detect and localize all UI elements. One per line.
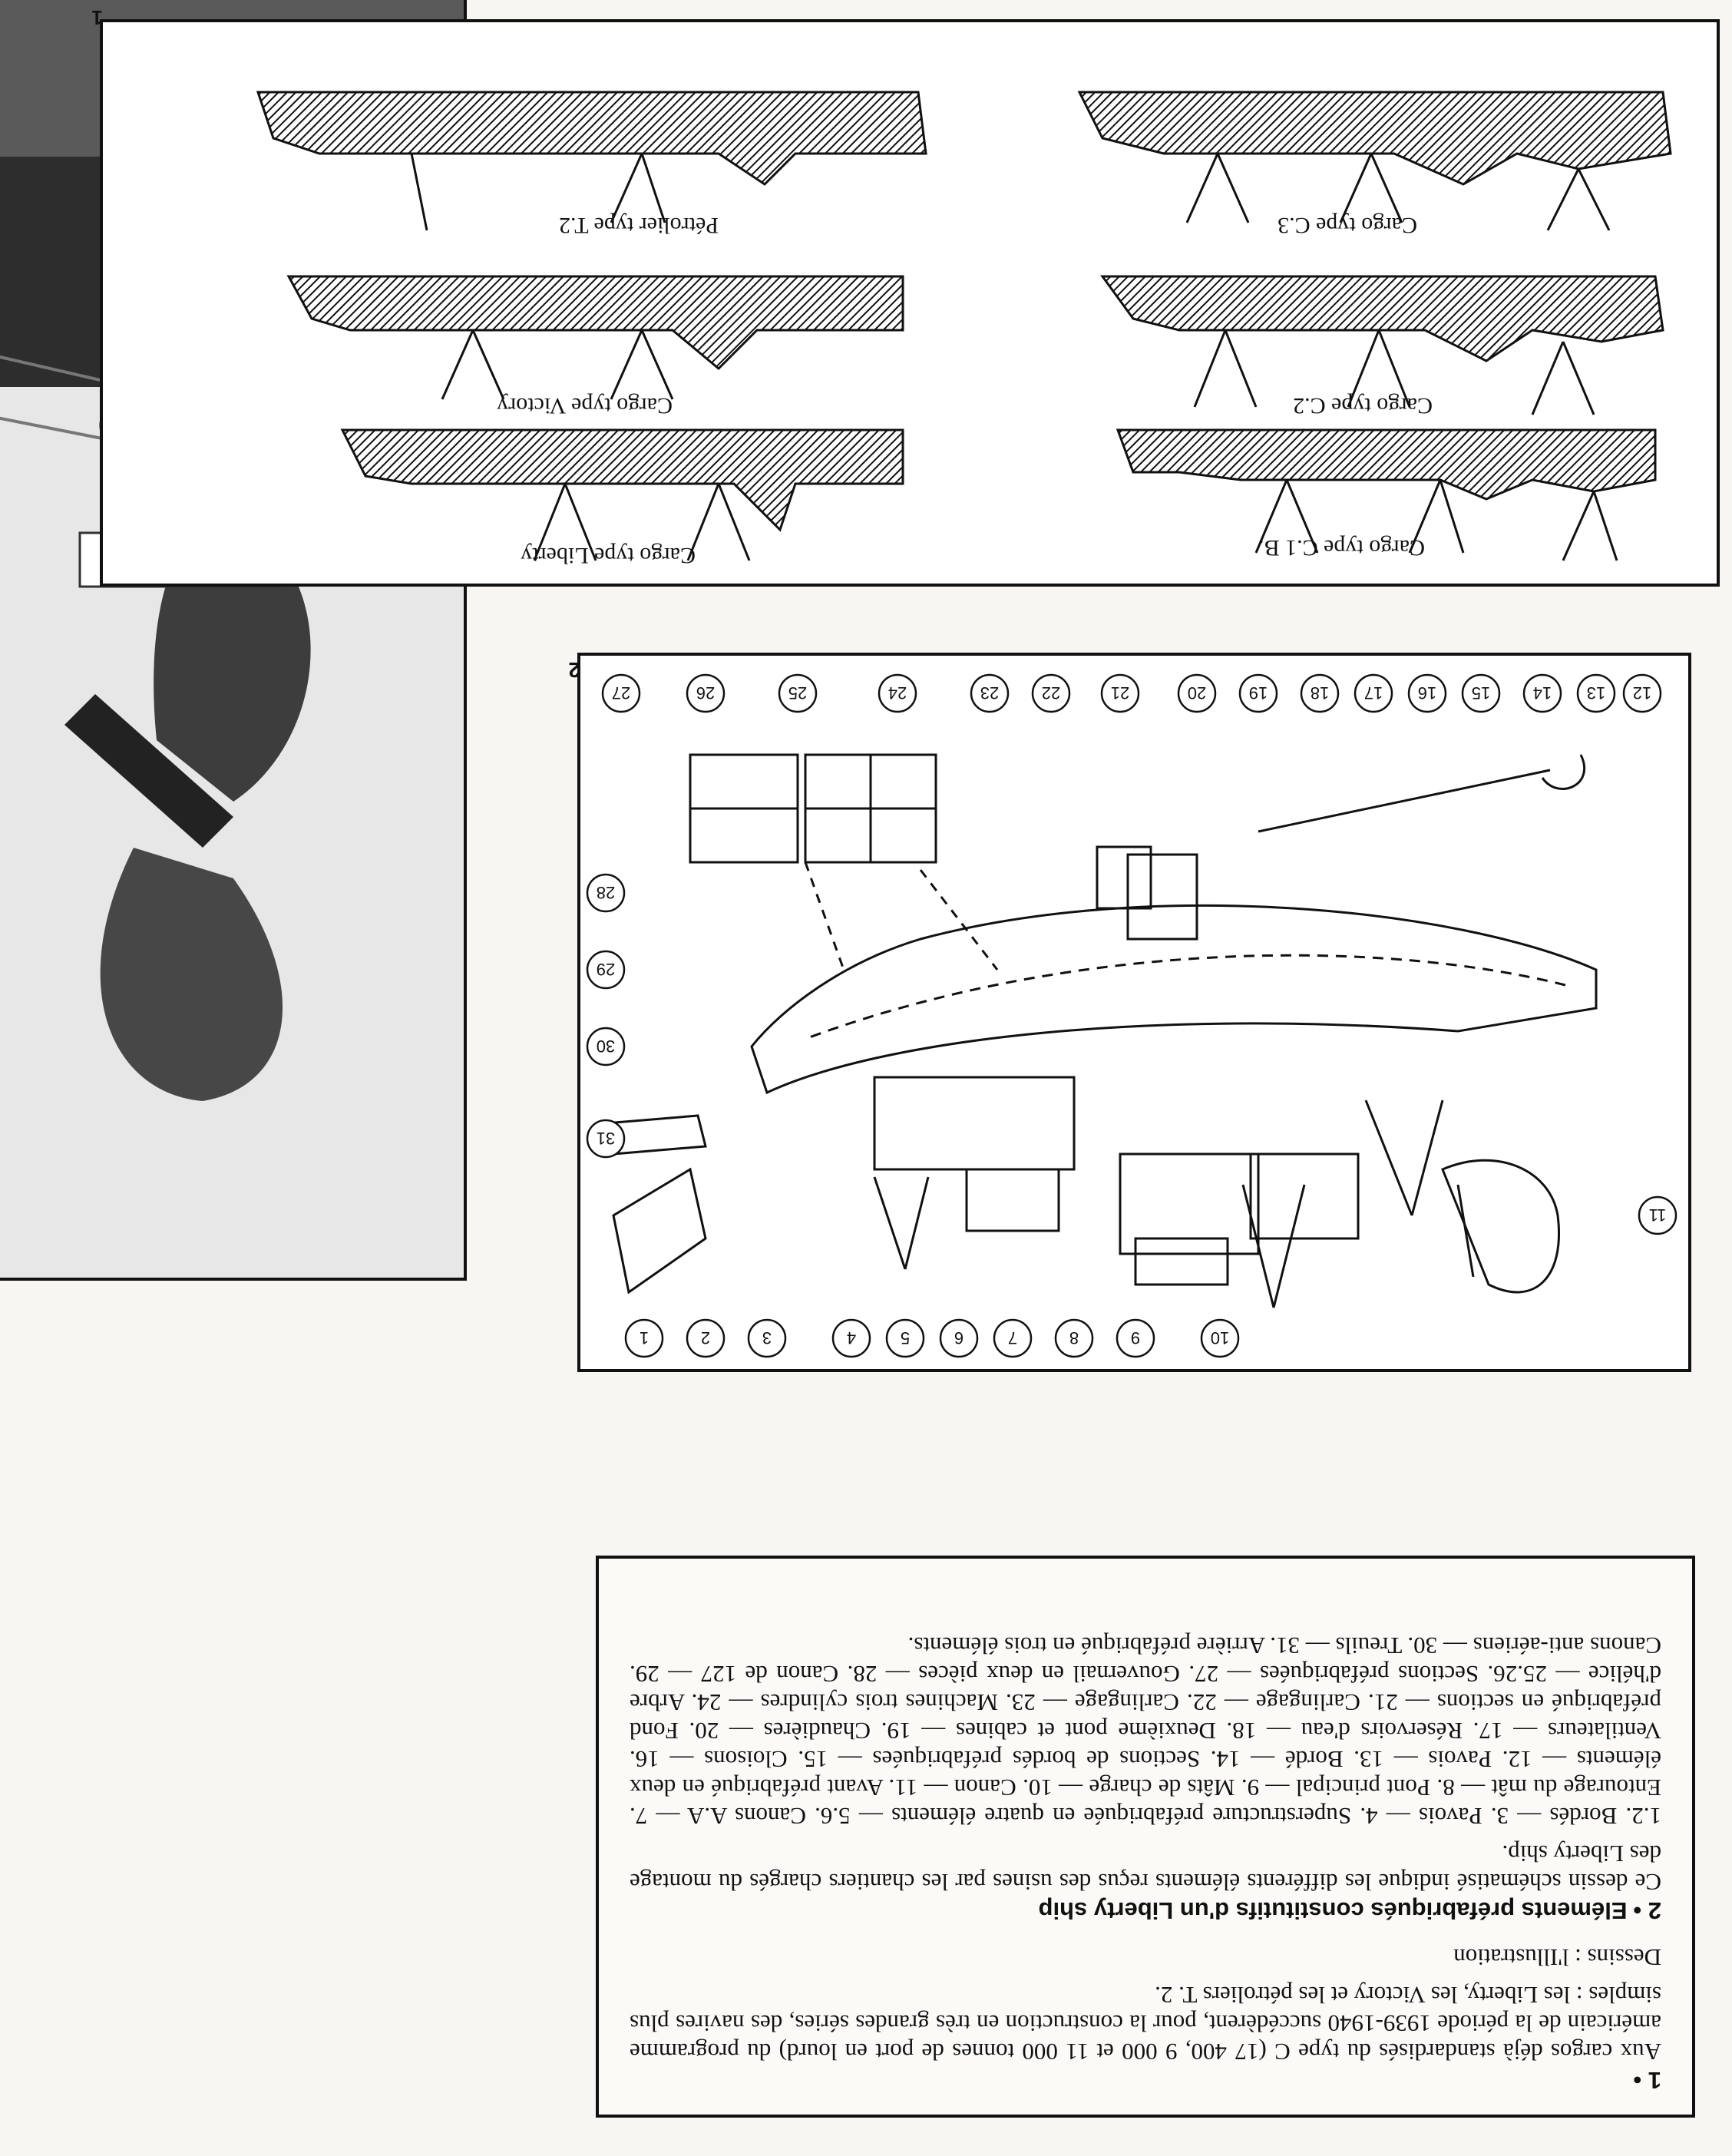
caption-text-block bbox=[630, 1574, 1661, 2095]
diagram-drawing bbox=[580, 656, 1688, 1369]
callout-number: 8 bbox=[1069, 1328, 1079, 1348]
callout-number: 20 bbox=[1187, 683, 1207, 703]
callout-number: 1 bbox=[639, 1328, 650, 1348]
section-2-legend: 1.2. Bordés — 3. Pavois — 4. Superstructure préfabriquée en quatre éléments — 5.6. Canons A.A — 7. Entourage du mât — 8. Pont principal — 9. Mâts de charge — 10. Canon — 11. Avant préfabriqué en deux éléments — 12. Pavois — 13. Bordé — 14. Sections de bordés préfabriquées — 15. Cloisons — 16. Ventilateurs — 17. Réservoirs d'eau — 18. Deuxième pont et cabines — 19. Chaudières — 20. Fond préfabriqué en sections — 21. Carlingage — 22. Carlingage — 23. Machines trois cylindres — 24. Arbre d'hélice — 25.26. Sections préfabriquées — 27. Gouvernail en deux pièces — 28. Canon de 127 — 29. Canons anti-aériens — 30. Treuils — 31. Arrière préfabriqué en trois éléments. bbox=[630, 1632, 1661, 1830]
profile-victory-hull bbox=[289, 276, 903, 369]
callout-number: 23 bbox=[980, 683, 1000, 703]
callout-number: 15 bbox=[1471, 683, 1491, 703]
callout-number: 5 bbox=[900, 1328, 911, 1348]
section-2-number: 2 • bbox=[1633, 1897, 1661, 1924]
callout-number: 4 bbox=[846, 1328, 857, 1348]
figure-2-number: 2 bbox=[568, 658, 580, 682]
label-cargo-c1b: Cargo type C.1 B. bbox=[1258, 535, 1425, 560]
label-petrolier-t2: Pétrolier type T.2 bbox=[558, 213, 719, 238]
callout-number: 29 bbox=[596, 960, 616, 979]
profile-c3-hull bbox=[1079, 92, 1671, 184]
callout-number: 12 bbox=[1632, 683, 1652, 703]
profile-c2-hull bbox=[1102, 276, 1663, 361]
hull-shape bbox=[752, 905, 1596, 1093]
callout-number: 28 bbox=[596, 883, 616, 902]
callout-number: 13 bbox=[1586, 683, 1606, 703]
section-1-number: 1 • bbox=[1633, 2067, 1661, 2094]
label-cargo-c2: Cargo type C.2 bbox=[1293, 393, 1433, 418]
profile-liberty-hull bbox=[342, 430, 903, 530]
callout-number: 16 bbox=[1417, 683, 1437, 703]
caption-box bbox=[596, 1556, 1695, 2118]
callout-number: 27 bbox=[611, 683, 631, 703]
profile-t2-hull bbox=[258, 92, 926, 184]
section-2-title: Eléments préfabriqués constitutifs d'un Liberty ship bbox=[1038, 1897, 1628, 1924]
callout-number: 25 bbox=[788, 683, 808, 703]
label-cargo-liberty: Cargo type Liberty bbox=[521, 543, 696, 568]
callout-number: 2 bbox=[700, 1328, 711, 1348]
callout-number: 17 bbox=[1363, 683, 1383, 703]
profiles-drawing bbox=[103, 22, 1717, 584]
callout-number: 6 bbox=[954, 1328, 964, 1348]
callout-number: 26 bbox=[696, 683, 716, 703]
illustration-credit: Dessins : l'Illustration bbox=[1453, 1944, 1661, 1971]
callout-number: 30 bbox=[596, 1037, 616, 1056]
callout-number: 21 bbox=[1110, 683, 1130, 703]
callout-number: 18 bbox=[1310, 683, 1330, 703]
ship-profiles-figure bbox=[100, 19, 1720, 587]
callout-number: 3 bbox=[762, 1328, 772, 1348]
section-2-intro: Ce dessin schématisé indique les différents éléments reçus des usines par les chantiers chargés du montage des Liberty ship. bbox=[630, 1840, 1661, 1896]
callout-number: 7 bbox=[1007, 1328, 1018, 1348]
callout-number: 24 bbox=[887, 683, 907, 703]
figure-1-number: 1 bbox=[91, 6, 103, 29]
profile-c1b-hull bbox=[1118, 430, 1655, 499]
callout-number: 19 bbox=[1248, 683, 1268, 703]
callout-number: 11 bbox=[1648, 1205, 1667, 1225]
section-1-text: Aux cargos déjà standardisés du type C (17 400, 9 000 et 11 000 tonnes de port en lourd) du programme américain de la période 1939-1940 succédèrent, pour la construction en très grandes séries, des navires plus simples : les Liberty, les Victory et les pétroliers T. 2. bbox=[630, 1982, 1661, 2065]
callout-number: 14 bbox=[1532, 683, 1552, 703]
callout-number: 22 bbox=[1041, 683, 1061, 703]
label-cargo-victory: Cargo type Victory bbox=[497, 393, 673, 418]
liberty-exploded-diagram bbox=[577, 653, 1691, 1372]
callout-number: 10 bbox=[1210, 1328, 1230, 1348]
label-cargo-c3: Cargo type C.3 bbox=[1278, 213, 1417, 238]
callout-number: 31 bbox=[596, 1129, 616, 1148]
callout-number: 9 bbox=[1130, 1328, 1141, 1348]
